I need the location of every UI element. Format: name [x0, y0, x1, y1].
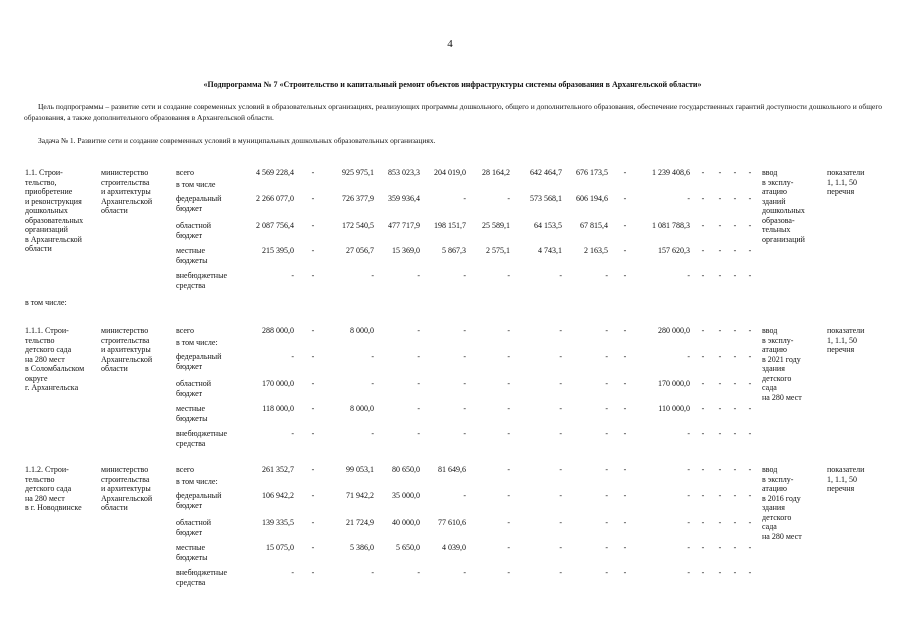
funding-value: 5 386,0	[350, 543, 374, 552]
funding-value: -	[623, 168, 627, 177]
funding-value: -	[687, 491, 690, 500]
funding-value: -	[559, 379, 562, 388]
funding-value: -	[748, 465, 752, 474]
funding-value: -	[463, 429, 466, 438]
funding-source: областной бюджет	[176, 518, 212, 537]
funding-value: 477 717,9	[388, 221, 420, 230]
funding-value: 288 000,0	[262, 326, 294, 335]
funding-source: федеральный бюджет	[176, 491, 222, 510]
funding-value: 726 377,9	[342, 194, 374, 203]
funding-value: -	[733, 246, 737, 255]
section-executor: министерство строительства и архитектуры Архангельской области	[101, 326, 153, 373]
funding-value: 4 039,0	[442, 543, 466, 552]
funding-value: -	[687, 518, 690, 527]
funding-value: 81 649,6	[438, 465, 466, 474]
funding-value: -	[701, 168, 705, 177]
funding-value: -	[311, 568, 315, 577]
funding-value: -	[559, 271, 562, 280]
funding-value: 4 569 228,4	[256, 168, 294, 177]
funding-value: -	[687, 194, 690, 203]
funding-value: -	[559, 352, 562, 361]
funding-value: -	[311, 491, 315, 500]
funding-value: -	[718, 543, 722, 552]
funding-value: -	[507, 518, 510, 527]
section-name: 1.1.2. Строи- тельство детского сада на 280 мест в г. Новодвинске	[25, 465, 82, 512]
funding-value: -	[748, 429, 752, 438]
funding-value: -	[507, 352, 510, 361]
funding-value: -	[718, 568, 722, 577]
funding-value: 676 173,5	[576, 168, 608, 177]
funding-source: областной бюджет	[176, 221, 212, 240]
funding-value: -	[605, 543, 608, 552]
funding-value: -	[718, 352, 722, 361]
funding-value: -	[687, 429, 690, 438]
funding-value: -	[507, 379, 510, 388]
funding-value: -	[605, 404, 608, 413]
funding-value: 99 053,1	[346, 465, 374, 474]
funding-value: -	[718, 379, 722, 388]
section-result: ввод в эксплу- атацию в 2016 году здания детского сада на 280 мест	[762, 465, 802, 541]
funding-value: 139 335,5	[262, 518, 294, 527]
section-result: ввод в эксплу- атацию зданий дошкольных образова- тельных организаций	[762, 168, 805, 244]
funding-value: 35 000,0	[392, 491, 420, 500]
funding-value: -	[605, 379, 608, 388]
funding-value: -	[623, 221, 627, 230]
funding-value: -	[748, 221, 752, 230]
funding-value: -	[748, 568, 752, 577]
section-indicators: показатели 1, 1.1, 50 перечня	[827, 326, 865, 354]
funding-value: -	[463, 326, 466, 335]
funding-value: -	[605, 352, 608, 361]
funding-value: -	[733, 271, 737, 280]
funding-value: -	[687, 352, 690, 361]
funding-value: -	[507, 194, 510, 203]
funding-value: -	[748, 326, 752, 335]
funding-value: -	[559, 543, 562, 552]
funding-value: 5 867,3	[442, 246, 466, 255]
funding-value: -	[311, 379, 315, 388]
funding-value: -	[605, 568, 608, 577]
funding-value: -	[559, 568, 562, 577]
funding-source: внебюджетные средства	[176, 568, 227, 587]
funding-value: 2 575,1	[486, 246, 510, 255]
funding-value: -	[605, 429, 608, 438]
section-name: 1.1. Строи- тельство, приобретение и реконструкция дошкольных образовательных организаций в Архангельской области	[25, 168, 84, 253]
funding-value: -	[311, 168, 315, 177]
funding-value: -	[291, 429, 294, 438]
funding-value: -	[701, 379, 705, 388]
funding-source: внебюджетные средства	[176, 429, 227, 448]
funding-value: -	[701, 271, 705, 280]
funding-value: -	[559, 465, 562, 474]
funding-value: -	[718, 465, 722, 474]
funding-value: -	[507, 429, 510, 438]
funding-value: -	[733, 568, 737, 577]
funding-value: 925 975,1	[342, 168, 374, 177]
funding-value: 170 000,0	[262, 379, 294, 388]
page-title: «Подпрограмма № 7 «Строительство и капитальный ремонт объектов инфраструктуры системы образования в Архангельской области»	[203, 80, 702, 89]
funding-source: внебюджетные средства	[176, 271, 227, 290]
section-name: 1.1.1. Строи- тельство детского сада на 280 мест в Соломбальском округе г. Архангельска	[25, 326, 85, 392]
funding-value: -	[463, 404, 466, 413]
section-indicators: показатели 1, 1.1, 50 перечня	[827, 465, 865, 493]
funding-source: в том числе	[176, 180, 216, 189]
funding-value: -	[559, 404, 562, 413]
task-heading: Задача № 1. Развитие сети и создание современных условий в муниципальных дошкольных образовательных организациях.	[38, 136, 436, 145]
funding-value: 8 000,0	[350, 326, 374, 335]
funding-value: -	[291, 271, 294, 280]
funding-value: 2 163,5	[584, 246, 608, 255]
funding-value: -	[733, 518, 737, 527]
funding-value: -	[559, 518, 562, 527]
funding-value: -	[605, 518, 608, 527]
funding-value: 21 724,9	[346, 518, 374, 527]
funding-value: -	[605, 491, 608, 500]
funding-value: -	[733, 379, 737, 388]
funding-value: -	[733, 194, 737, 203]
funding-value: -	[463, 194, 466, 203]
funding-source: всего	[176, 168, 195, 177]
funding-value: -	[417, 379, 420, 388]
funding-value: -	[733, 404, 737, 413]
section-indicators: показатели 1, 1.1, 50 перечня	[827, 168, 865, 196]
funding-value: -	[605, 271, 608, 280]
funding-source: в том числе:	[176, 477, 218, 486]
funding-value: -	[311, 518, 315, 527]
funding-value: -	[311, 352, 315, 361]
funding-value: -	[701, 491, 705, 500]
funding-value: -	[718, 429, 722, 438]
in-total-label: в том числе:	[25, 298, 67, 307]
funding-value: -	[701, 568, 705, 577]
funding-value: -	[371, 429, 374, 438]
funding-source: областной бюджет	[176, 379, 212, 398]
funding-value: -	[701, 326, 705, 335]
funding-value: -	[623, 194, 627, 203]
funding-source: федеральный бюджет	[176, 194, 222, 213]
funding-value: -	[371, 568, 374, 577]
funding-value: -	[417, 326, 420, 335]
funding-value: -	[507, 404, 510, 413]
funding-source: всего	[176, 465, 195, 474]
funding-value: 27 056,7	[346, 246, 374, 255]
funding-value: -	[623, 271, 627, 280]
funding-value: 204 019,0	[434, 168, 466, 177]
funding-source: всего	[176, 326, 195, 335]
funding-value: -	[417, 429, 420, 438]
funding-value: 15 075,0	[266, 543, 294, 552]
funding-value: -	[417, 271, 420, 280]
funding-source: в том числе:	[176, 338, 218, 347]
funding-value: 80 650,0	[392, 465, 420, 474]
funding-value: -	[559, 326, 562, 335]
funding-value: -	[623, 518, 627, 527]
funding-value: 261 352,7	[262, 465, 294, 474]
funding-value: -	[733, 543, 737, 552]
funding-value: -	[718, 168, 722, 177]
funding-value: -	[733, 221, 737, 230]
funding-value: -	[701, 194, 705, 203]
funding-value: -	[701, 429, 705, 438]
funding-source: местные бюджеты	[176, 543, 208, 562]
funding-value: -	[718, 491, 722, 500]
funding-value: -	[718, 518, 722, 527]
funding-value: 71 942,2	[346, 491, 374, 500]
funding-value: -	[623, 352, 627, 361]
funding-value: 606 194,6	[576, 194, 608, 203]
funding-value: -	[311, 404, 315, 413]
funding-value: 110 000,0	[658, 404, 690, 413]
funding-value: -	[733, 429, 737, 438]
funding-value: 573 568,1	[530, 194, 562, 203]
funding-value: -	[559, 491, 562, 500]
funding-value: -	[311, 429, 315, 438]
funding-value: -	[605, 326, 608, 335]
funding-value: 853 023,3	[388, 168, 420, 177]
funding-value: -	[623, 465, 627, 474]
funding-value: -	[623, 326, 627, 335]
funding-value: -	[687, 465, 690, 474]
funding-value: -	[463, 568, 466, 577]
funding-value: 172 540,5	[342, 221, 374, 230]
funding-value: -	[748, 352, 752, 361]
funding-value: -	[311, 194, 315, 203]
funding-value: -	[507, 543, 510, 552]
funding-value: -	[311, 271, 315, 280]
funding-value: 359 936,4	[388, 194, 420, 203]
funding-value: 5 650,0	[396, 543, 420, 552]
funding-value: -	[701, 221, 705, 230]
funding-value: -	[623, 429, 627, 438]
funding-value: -	[718, 326, 722, 335]
funding-value: -	[748, 491, 752, 500]
funding-value: 2 087 756,4	[256, 221, 294, 230]
section-executor: министерство строительства и архитектуры Архангельской области	[101, 465, 153, 512]
subprogram-goal: Цель подпрограммы – развитие сети и создание современных условий в образовательных организациях, реализующих программы дошкольного, общего и дополнительного образования, обеспечение государственных гарантий доступности дошкольного и общего образования, а также дополнительного образования в Архангельской области.	[24, 102, 882, 122]
funding-value: -	[463, 271, 466, 280]
funding-value: 64 153,5	[534, 221, 562, 230]
funding-value: -	[701, 465, 705, 474]
funding-value: 15 369,0	[392, 246, 420, 255]
funding-value: 67 815,4	[580, 221, 608, 230]
funding-value: -	[463, 352, 466, 361]
funding-value: 106 942,2	[262, 491, 294, 500]
funding-value: -	[311, 246, 315, 255]
funding-value: -	[311, 465, 315, 474]
funding-value: -	[718, 246, 722, 255]
funding-value: -	[623, 404, 627, 413]
funding-value: -	[718, 221, 722, 230]
funding-value: -	[748, 271, 752, 280]
funding-value: 215 395,0	[262, 246, 294, 255]
funding-value: 198 151,7	[434, 221, 466, 230]
funding-value: -	[623, 379, 627, 388]
funding-value: -	[507, 465, 510, 474]
funding-source: местные бюджеты	[176, 246, 208, 265]
funding-value: -	[623, 568, 627, 577]
funding-value: -	[507, 326, 510, 335]
funding-value: -	[701, 246, 705, 255]
funding-value: 77 610,6	[438, 518, 466, 527]
funding-value: -	[687, 271, 690, 280]
funding-value: -	[733, 168, 737, 177]
funding-value: -	[718, 194, 722, 203]
funding-value: -	[291, 568, 294, 577]
funding-value: 280 000,0	[658, 326, 690, 335]
funding-value: -	[623, 543, 627, 552]
funding-value: 2 266 077,0	[256, 194, 294, 203]
funding-value: -	[311, 221, 315, 230]
funding-value: -	[733, 352, 737, 361]
funding-value: -	[701, 518, 705, 527]
funding-value: 1 081 788,3	[652, 221, 690, 230]
funding-value: -	[748, 194, 752, 203]
funding-value: -	[733, 326, 737, 335]
funding-value: -	[507, 271, 510, 280]
funding-value: -	[371, 379, 374, 388]
funding-value: -	[748, 246, 752, 255]
funding-value: -	[559, 429, 562, 438]
funding-value: 8 000,0	[350, 404, 374, 413]
funding-value: -	[623, 491, 627, 500]
page-number: 4	[447, 38, 453, 50]
funding-value: -	[687, 568, 690, 577]
funding-value: -	[748, 168, 752, 177]
funding-value: -	[371, 352, 374, 361]
funding-value: 118 000,0	[262, 404, 294, 413]
funding-value: -	[748, 518, 752, 527]
funding-value: 25 589,1	[482, 221, 510, 230]
funding-value: 40 000,0	[392, 518, 420, 527]
funding-value: -	[748, 543, 752, 552]
funding-value: -	[507, 491, 510, 500]
funding-value: -	[463, 379, 466, 388]
funding-value: -	[701, 352, 705, 361]
funding-value: 28 164,2	[482, 168, 510, 177]
funding-value: -	[687, 543, 690, 552]
section-executor: министерство строительства и архитектуры Архангельской области	[101, 168, 153, 215]
funding-value: -	[507, 568, 510, 577]
funding-value: -	[417, 352, 420, 361]
funding-value: 4 743,1	[538, 246, 562, 255]
funding-value: 642 464,7	[530, 168, 562, 177]
funding-value: -	[605, 465, 608, 474]
funding-value: -	[701, 404, 705, 413]
funding-source: местные бюджеты	[176, 404, 208, 423]
funding-value: -	[748, 404, 752, 413]
funding-value: -	[311, 326, 315, 335]
funding-value: 157 620,3	[658, 246, 690, 255]
funding-value: -	[417, 568, 420, 577]
funding-value: 170 000,0	[658, 379, 690, 388]
funding-value: -	[733, 465, 737, 474]
section-result: ввод в эксплу- атацию в 2021 году здания детского сада на 280 мест	[762, 326, 802, 402]
funding-value: -	[417, 404, 420, 413]
funding-value: -	[748, 379, 752, 388]
funding-value: -	[733, 491, 737, 500]
funding-value: -	[291, 352, 294, 361]
funding-value: -	[371, 271, 374, 280]
funding-value: -	[623, 246, 627, 255]
funding-value: 1 239 408,6	[652, 168, 690, 177]
funding-source: федеральный бюджет	[176, 352, 222, 371]
funding-value: -	[311, 543, 315, 552]
funding-value: -	[718, 404, 722, 413]
funding-value: -	[718, 271, 722, 280]
funding-value: -	[701, 543, 705, 552]
funding-value: -	[463, 491, 466, 500]
